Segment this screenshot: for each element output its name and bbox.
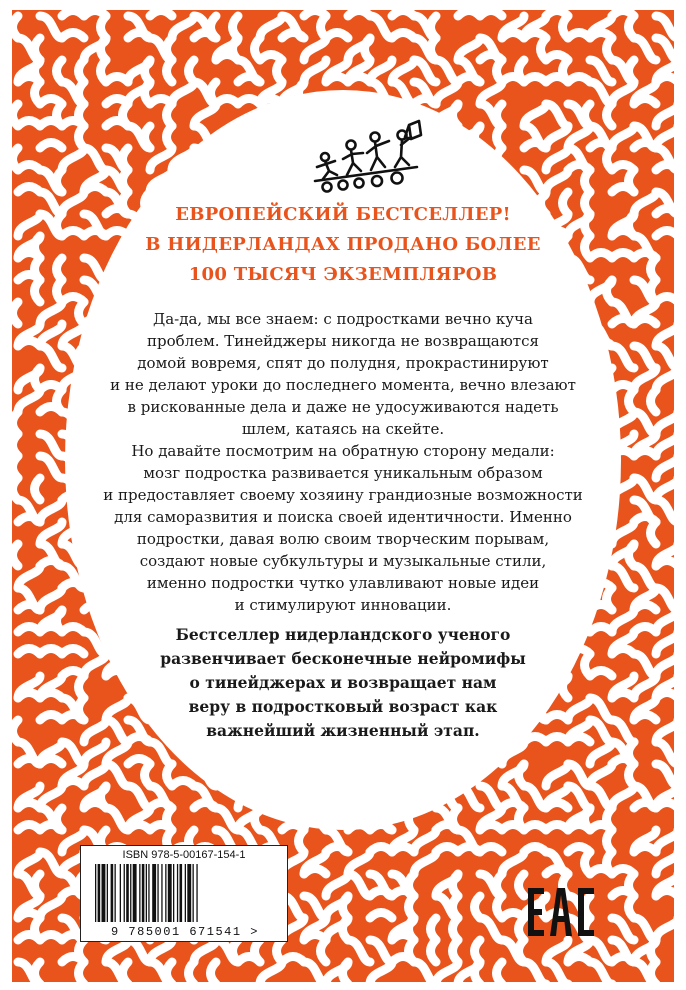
barcode-bar xyxy=(124,864,125,922)
maze-path xyxy=(194,33,216,39)
summary-line: важнейший жизненный этап. xyxy=(206,721,480,740)
barcode-bar xyxy=(111,864,114,922)
maze-path xyxy=(40,16,62,38)
maze-path xyxy=(348,940,370,962)
summary-line: веру в подростковый возраст как xyxy=(188,697,498,716)
summary-line: о тинейджерах и возвращает нам xyxy=(189,673,497,692)
barcode-bar xyxy=(98,864,101,922)
maze-path xyxy=(656,803,674,809)
maze-path xyxy=(370,16,392,38)
maze-path xyxy=(40,143,62,149)
maze-path xyxy=(651,962,657,982)
isbn-label: ISBN 978-5-00167-154-1 xyxy=(122,849,246,861)
description-line: домой вовремя, спят до полудня, прокрастинируют xyxy=(137,354,549,372)
maze-path xyxy=(546,104,568,126)
maze-path xyxy=(40,759,62,765)
maze-path xyxy=(392,847,414,853)
maze-path xyxy=(546,764,568,786)
maze-path xyxy=(436,82,458,104)
summary-line: развенчивает бесконечные нейромифы xyxy=(160,649,526,668)
barcode-bar xyxy=(126,864,129,922)
barcode-bar xyxy=(152,864,156,922)
description-line: мозг подростка развивается уникальным образом xyxy=(143,464,543,482)
barcode-bar xyxy=(120,864,121,922)
barcode-bar xyxy=(165,864,166,922)
maze-path xyxy=(167,60,173,82)
maze-path xyxy=(524,143,546,149)
barcode-bar xyxy=(107,864,108,922)
maze-path xyxy=(62,33,84,39)
maze-path xyxy=(634,38,656,60)
maze-path xyxy=(321,940,327,962)
maze-path xyxy=(326,874,348,896)
description-line: в рискованные дела и даже не удосуживаются надеть xyxy=(127,398,559,416)
barcode-digits: 9 785001 671541 > xyxy=(111,925,259,939)
maze-path xyxy=(238,957,260,963)
maze-path xyxy=(304,38,326,60)
description-line: и предоставляет своему хозяину грандиозные возможности xyxy=(103,486,583,504)
barcode-bars xyxy=(95,864,273,924)
maze-path xyxy=(189,962,195,982)
description-line: и стимулируют инновации. xyxy=(234,596,452,614)
maze-path xyxy=(546,148,568,170)
maze-path xyxy=(475,962,481,982)
maze-path xyxy=(656,297,674,303)
maze-path xyxy=(656,165,674,171)
maze-path xyxy=(62,148,84,170)
barcode-bar xyxy=(173,864,174,922)
maze-path xyxy=(62,781,84,787)
barcode-bar xyxy=(102,864,106,922)
people-pulling-cart-with-book-icon xyxy=(305,115,427,199)
maze-path xyxy=(123,962,129,982)
barcode-bar xyxy=(142,864,145,922)
maze-path xyxy=(326,847,348,853)
maze-path xyxy=(607,104,613,126)
maze-path xyxy=(150,11,172,17)
maze-path xyxy=(436,60,458,82)
description-line: шлем, катаясь на скейте. xyxy=(241,420,445,438)
maze-path xyxy=(612,786,634,808)
barcode-bar xyxy=(148,864,149,922)
barcode-bar xyxy=(196,864,197,922)
maze-path xyxy=(326,33,348,39)
eac-logo-icon xyxy=(528,888,594,936)
barcode-bar xyxy=(180,864,183,922)
maze-path xyxy=(145,126,151,148)
maze-path xyxy=(634,847,656,853)
maze-path xyxy=(431,940,437,962)
maze-path xyxy=(84,148,106,170)
maze-path xyxy=(458,77,480,83)
maze-path xyxy=(480,786,502,808)
maze-path xyxy=(497,962,503,982)
maze-path xyxy=(128,786,150,808)
description-line: для саморазвития и поиска своей идентичности. Именно xyxy=(114,508,572,526)
barcode-bar xyxy=(130,864,131,922)
headline-line-1: ЕВРОПЕЙСКИЙ БЕСТСЕЛЛЕР! xyxy=(175,204,511,225)
barcode-bar xyxy=(133,864,137,922)
description-line: создают новые субкультуры и музыкальные стили, xyxy=(139,552,547,570)
maze-path xyxy=(57,170,63,192)
maze-path xyxy=(167,962,173,982)
maze-path xyxy=(348,874,370,896)
maze-path xyxy=(106,764,128,786)
barcode-bar xyxy=(185,864,186,922)
maze-path xyxy=(35,962,41,982)
description-line: подростки, давая волю своим творческим порывам, xyxy=(136,530,550,548)
maze-path xyxy=(480,918,502,940)
maze-path xyxy=(634,99,656,105)
maze-path xyxy=(260,16,282,38)
maze-path xyxy=(612,126,634,148)
barcode-bar xyxy=(157,864,158,922)
barcode-bar xyxy=(95,864,96,922)
book-back-cover xyxy=(12,10,674,982)
maze-path xyxy=(172,16,194,38)
barcode-bar xyxy=(161,864,162,922)
maze-path xyxy=(304,869,326,875)
maze-path xyxy=(40,825,62,831)
maze-path xyxy=(343,962,349,982)
maze-path xyxy=(656,764,674,786)
maze-path xyxy=(656,891,674,897)
barcode-bar xyxy=(146,864,147,922)
isbn-barcode xyxy=(80,845,288,942)
maze-path xyxy=(414,852,436,874)
maze-path xyxy=(480,11,502,17)
maze-path xyxy=(79,962,85,982)
maze-path xyxy=(546,803,568,809)
barcode-bar xyxy=(115,864,116,922)
maze-path xyxy=(370,940,392,962)
maze-path xyxy=(211,962,217,982)
maze-path xyxy=(656,77,674,83)
maze-path xyxy=(106,77,128,83)
maze-path xyxy=(172,82,194,104)
maze-path xyxy=(370,913,392,919)
maze-path xyxy=(502,852,524,874)
barcode-bar xyxy=(177,864,178,922)
barcode-bar xyxy=(187,864,191,922)
maze-path xyxy=(519,874,525,896)
description-line: и не делают уроки до последнего момента, вечно влезают xyxy=(110,376,576,394)
description-line: именно подростки чутко улавливают новые идеи xyxy=(146,574,540,592)
maze-path xyxy=(282,33,304,39)
headline-line-3: 100 ТЫСЯЧ ЭКЗЕМПЛЯРОВ xyxy=(188,264,498,285)
headline-line-2: В НИДЕРЛАНДАХ ПРОДАНО БОЛЕЕ xyxy=(145,234,541,255)
barcode-bar xyxy=(193,864,194,922)
barcode-bar xyxy=(168,864,172,922)
description-line: Да-да, мы все знаем: с подростками вечно куча xyxy=(153,310,533,328)
maze-path xyxy=(194,940,216,962)
maze-path xyxy=(238,77,260,83)
description-line: проблем. Тинейджеры никогда не возвращаются xyxy=(147,332,539,350)
barcode-bar xyxy=(139,864,140,922)
summary-line: Бестселлер нидерландского ученого xyxy=(175,625,511,644)
maze-path xyxy=(590,742,612,764)
maze-path xyxy=(612,187,634,193)
maze-path xyxy=(480,847,502,853)
eac-certification-mark xyxy=(528,888,594,936)
maze-path xyxy=(546,170,568,192)
description-line: Но давайте посмотрим на обратную сторону медали: xyxy=(131,442,555,460)
